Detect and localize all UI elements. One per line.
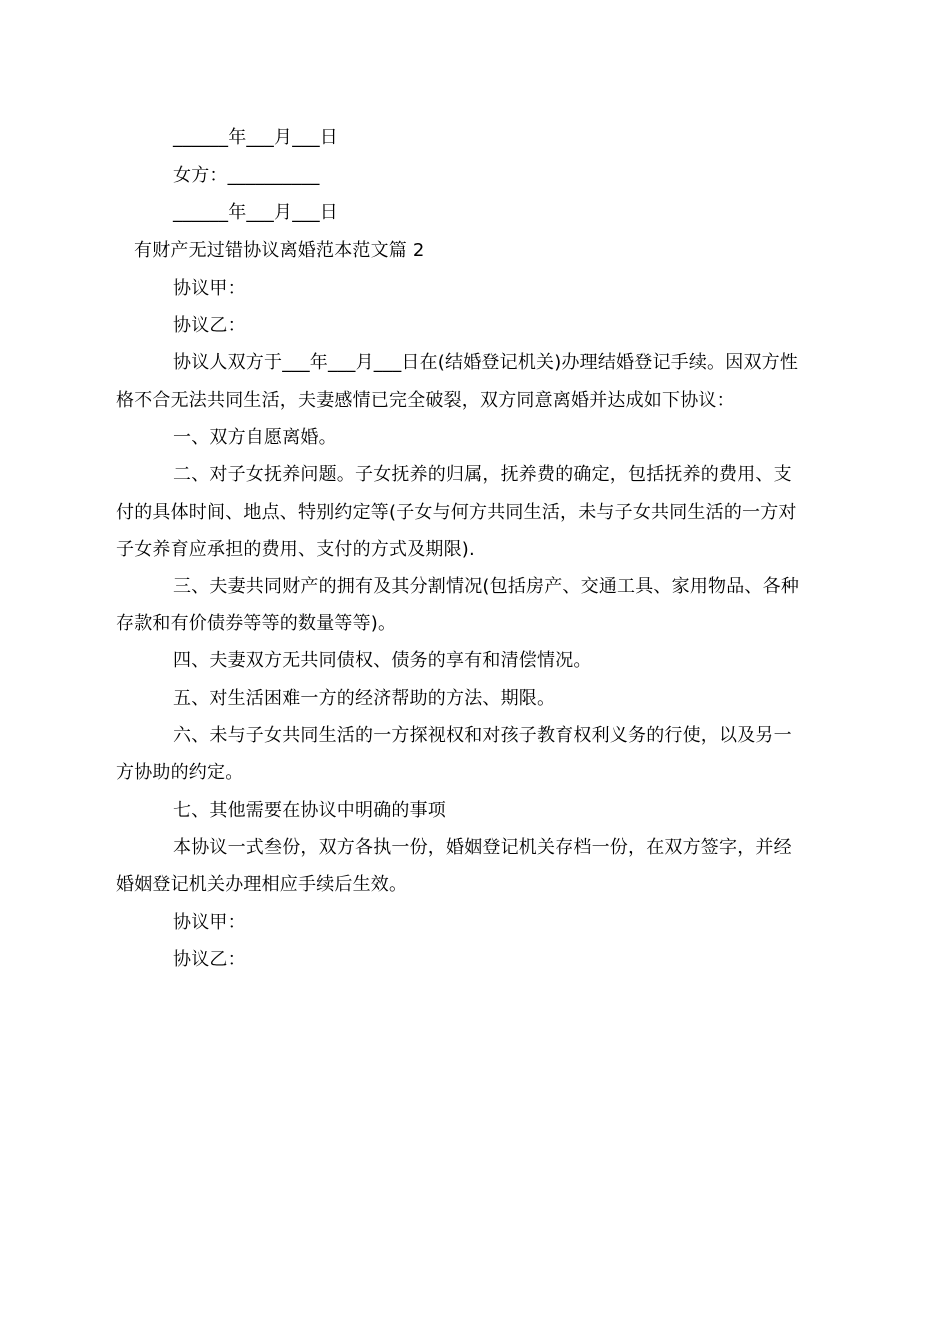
- date-line-2: ______年___月___日: [173, 202, 338, 223]
- clause-2-line-1: 二、对子女抚养问题。子女抚养的归属，抚养费的确定，包括抚养的费用、支: [173, 464, 792, 485]
- clause-5: 五、对生活困难一方的经济帮助的方法、期限。: [173, 688, 556, 709]
- party-a-label: 协议甲：: [173, 278, 246, 299]
- clause-6-line-1: 六、未与子女共同生活的一方探视权和对孩子教育权利义务的行使，以及另一: [173, 725, 792, 746]
- clause-3-line-1: 三、夫妻共同财产的拥有及其分割情况(包括房产、交通工具、家用物品、各种: [173, 576, 800, 597]
- closing-line-2: 婚姻登记机关办理相应手续后生效。: [116, 874, 408, 895]
- paragraph-intro-line-1: 协议人双方于___年___月___日在(结婚登记机关)办理结婚登记手续。因双方性: [173, 352, 799, 373]
- signature-party-b: 协议乙：: [173, 949, 246, 970]
- clause-7: 七、其他需要在协议中明确的事项: [173, 800, 446, 821]
- signature-party-a: 协议甲：: [173, 912, 246, 933]
- paragraph-intro-line-2: 格不合无法共同生活，夫妻感情已完全破裂，双方同意离婚并达成如下协议：: [116, 390, 735, 411]
- clause-1: 一、双方自愿离婚。: [173, 427, 337, 448]
- section-title: 有财产无过错协议离婚范本范文篇 2: [134, 240, 425, 261]
- clause-4: 四、夫妻双方无共同债权、债务的享有和清偿情况。: [173, 650, 592, 671]
- female-party-line: 女方：__________: [173, 165, 320, 186]
- clause-3-line-2: 存款和有价债券等等的数量等等)。: [116, 613, 397, 634]
- closing-line-1: 本协议一式叁份，双方各执一份，婚姻登记机关存档一份，在双方签字，并经: [173, 837, 792, 858]
- party-b-label: 协议乙：: [173, 315, 246, 336]
- date-line-1: ______年___月___日: [173, 127, 338, 148]
- clause-2-line-2: 付的具体时间、地点、特别约定等(子女与何方共同生活，未与子女共同生活的一方对: [116, 502, 797, 523]
- clause-2-line-3: 子女养育应承担的费用、支付的方式及期限).: [116, 539, 475, 560]
- clause-6-line-2: 方协助的约定。: [116, 762, 244, 783]
